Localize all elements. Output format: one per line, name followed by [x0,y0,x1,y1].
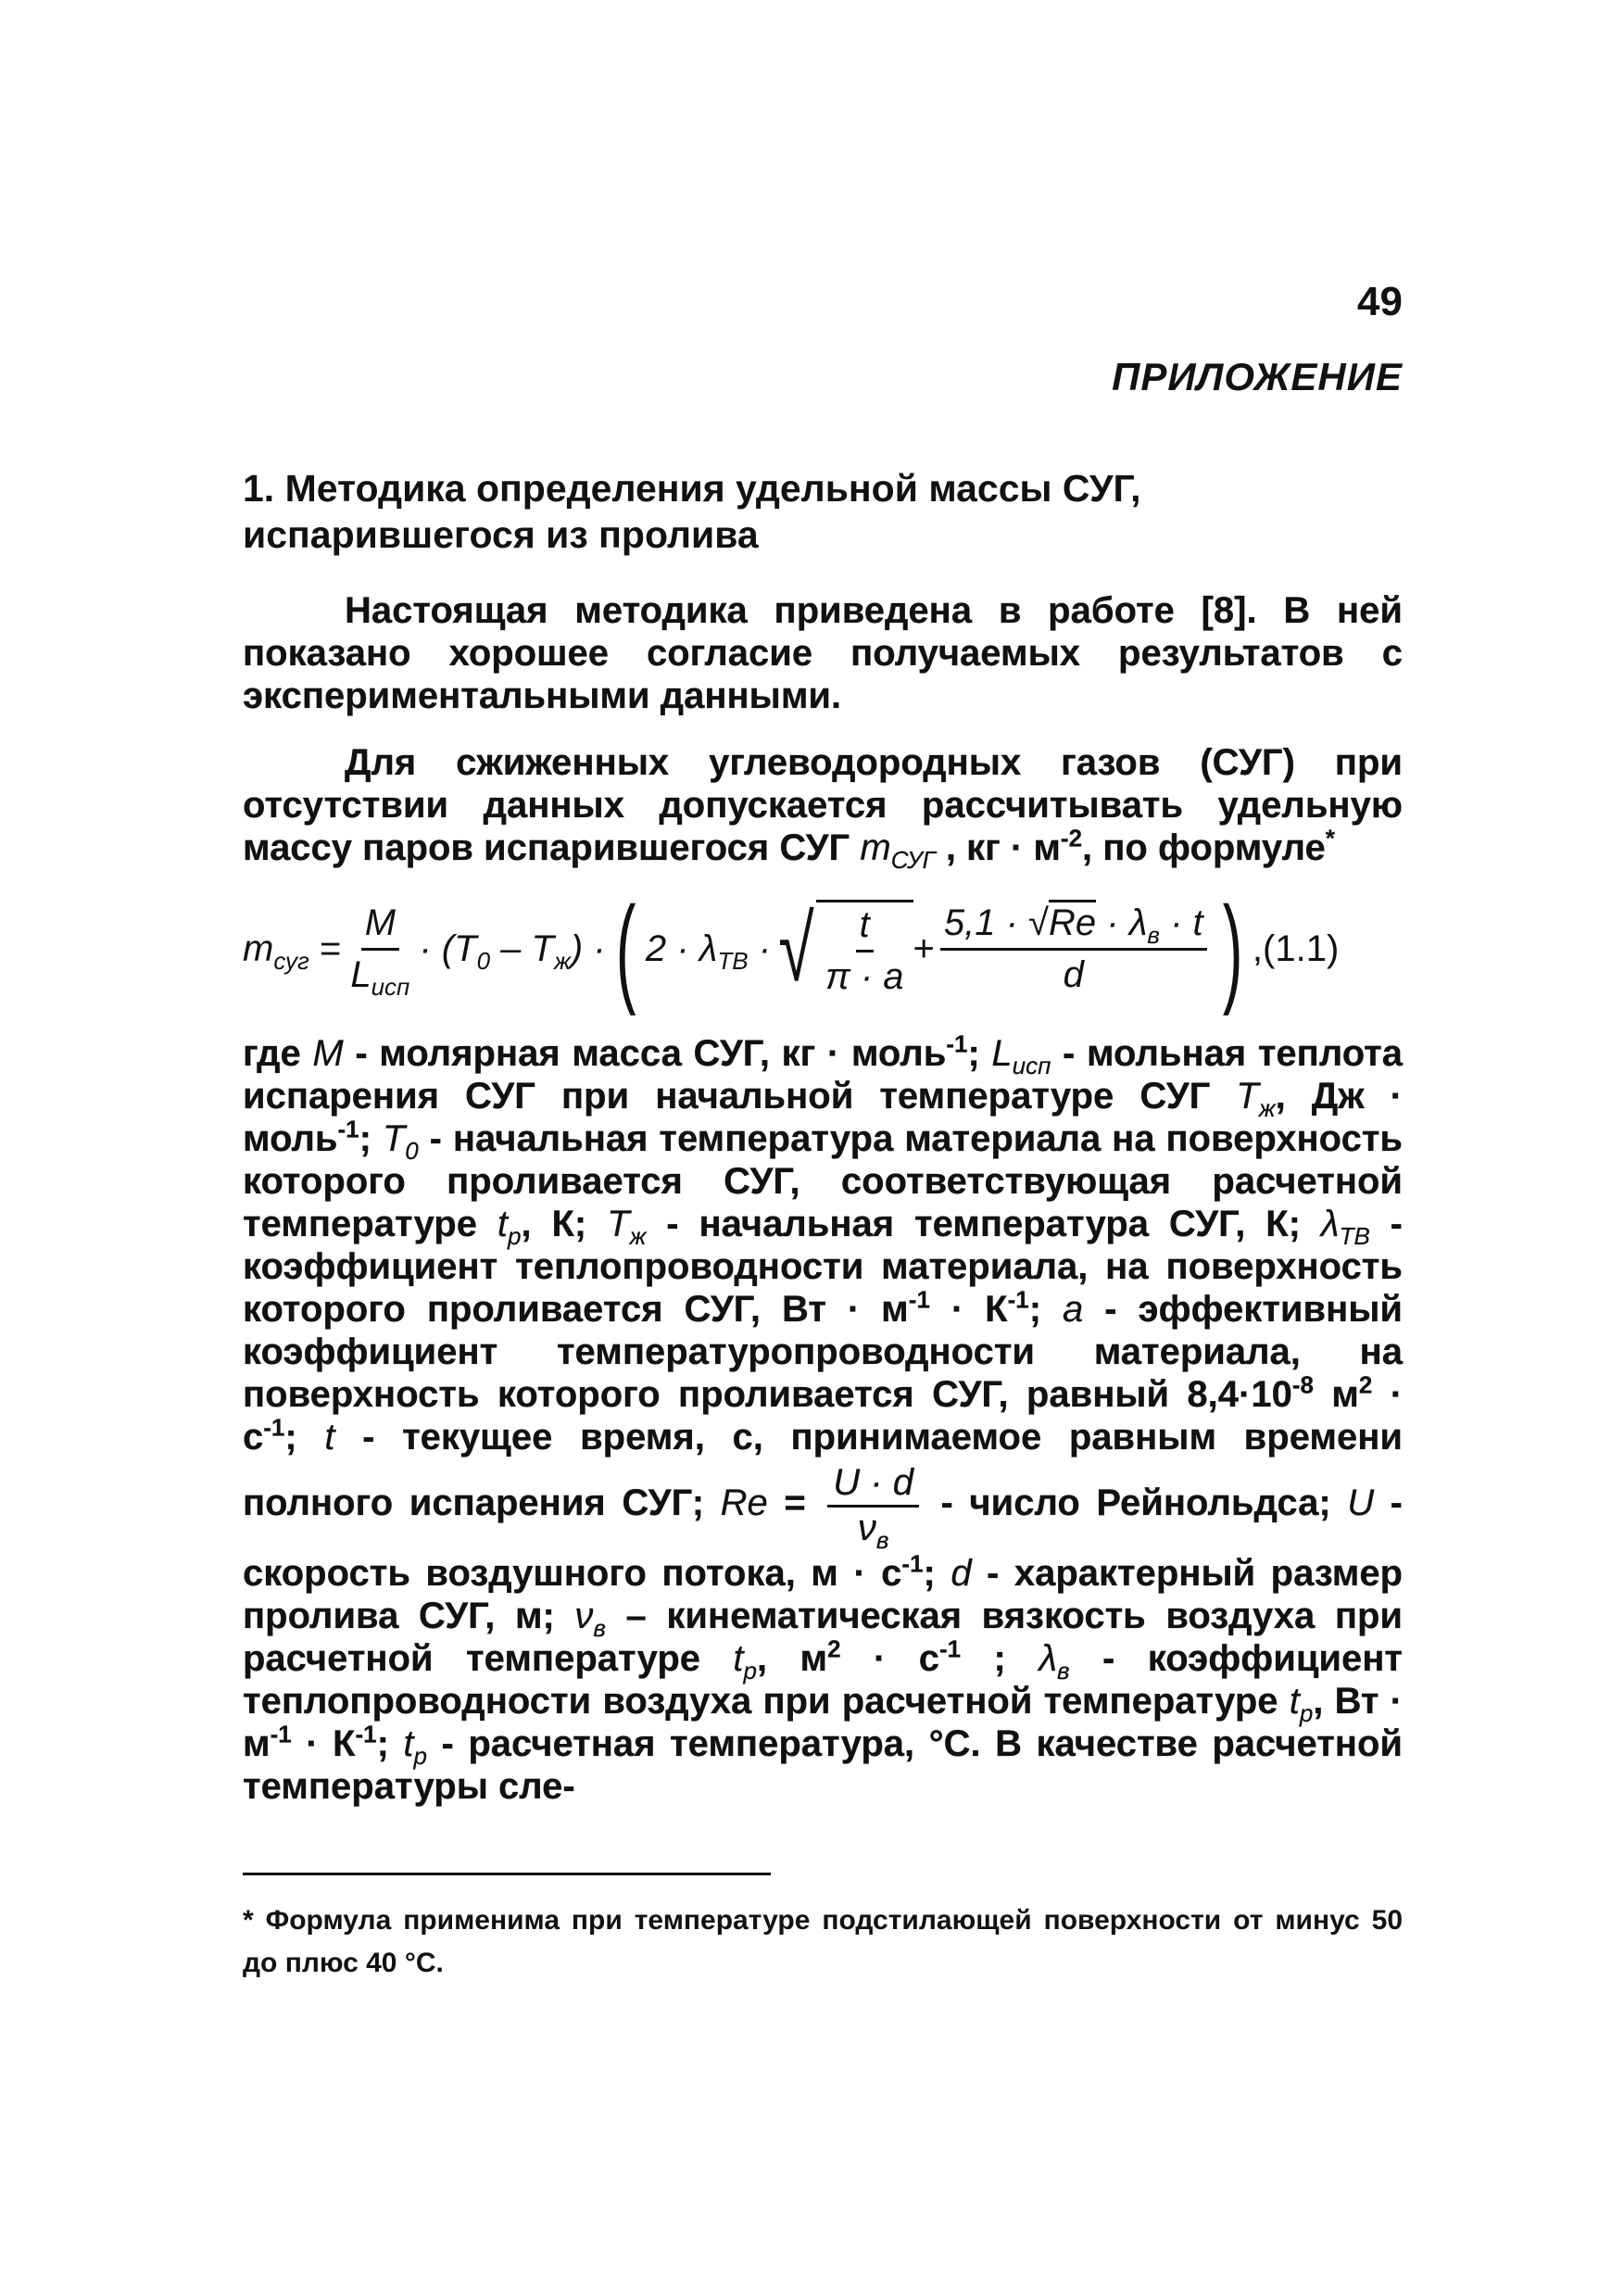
page-number: 49 [1357,279,1403,324]
text-run: ; [961,1638,1039,1679]
math-run: -1 [908,1285,930,1314]
text-run: ; [1028,1289,1063,1330]
text-run: , Вт · м [243,1681,1403,1764]
math-run: d [950,1553,972,1594]
text-run: ; [376,1723,404,1764]
text-run: - эффективный коэффициент температуропроводности материала, на поверхность которого проливается СУГ, равный 8,4·10 [243,1289,1404,1415]
math-run: M [312,1033,344,1074]
text-run: , по формуле [1082,827,1326,868]
math-run: p [743,1657,758,1684]
math-run: p [507,1222,522,1250]
temperature-diff: · $(T_0 - T_ж)$ · [419,927,606,975]
math-run: L [991,1033,1013,1074]
math-run: исп [1012,1052,1051,1079]
math-run: -1 [337,1115,359,1143]
fraction-m-l: $\frac{M}{L_{исп}}$ [350,902,410,1001]
math-run: ν [574,1596,594,1636]
text-run: , м [757,1638,828,1679]
footnote-divider [243,1873,771,1875]
term-lambda: $2 \cdot \lambda_{ТВ}$ · [645,927,772,975]
math-run: p [1299,1699,1314,1727]
text-run: - начальная температура материала на поверхность которого проливается СУГ, соответствующая расчетной температуре [243,1118,1404,1244]
math-run: 0 [405,1137,419,1165]
math-run: ж [629,1222,647,1250]
text-run: где [243,1033,313,1074]
text-run: ; [967,1033,992,1074]
page-column [243,278,1403,1985]
paragraph-where [243,1029,1404,1808]
math-run: -1 [355,1720,377,1748]
math-run: λ [1039,1638,1057,1679]
math-run: t [324,1417,335,1457]
math-run: m [860,827,891,868]
math-run: 2 [1358,1370,1373,1399]
text-run: - характерный размер пролива СУГ, м; [243,1553,1404,1636]
text-run: Для сжиженных углеводородных газов (СУГ) при отсутствии данных допускается рассчитывать удельную массу паров испарившегося СУГ [243,742,1403,868]
text-run: , К; [521,1204,608,1244]
text-run: - скорость воздушного потока, м · с [243,1482,1404,1594]
text-run: ; [359,1118,383,1159]
math-run: -1 [901,1549,924,1578]
math-run: p [413,1742,428,1770]
reynolds-formula: Re = $\frac{U \cdot d}{\nu_в}$ [721,1482,925,1523]
text-run: - текущее время, с, принимаемое равным времени полного испарения СУГ; [243,1417,1403,1524]
math-run: -1 [946,1029,968,1058]
text-run: - мольная теплота испарения СУГ при начальной температуре СУГ [243,1033,1403,1117]
footnote: * Формула применима при температуре подстилающей поверхности от минус 50 до плюс 40 °С. [243,1905,1403,1978]
math-run: -1 [263,1413,285,1442]
sqrt-term: √ $\frac{t}{\pi \cdot a}$ [771,900,913,998]
math-run: -1 [270,1720,292,1748]
fraction-re: $\frac{5,1 \cdot √Re \cdot \lambda_в \cdot t}{d}$ [940,902,1207,996]
text-run: , Дж · моль [243,1076,1403,1159]
math-run: ТВ [1339,1222,1370,1250]
math-run: t [497,1204,508,1244]
heading: 1. Методика определения удельной массы СУГ, испарившегося из пролива [243,467,1141,556]
text-run: – кинематическая вязкость воздуха при расчетной температуре [243,1596,1403,1679]
text-run: - число Рейнольдса; [924,1482,1348,1524]
text-run: · К [929,1289,1008,1330]
paren-open-icon: ( [615,881,636,1016]
sqrt-icon: √ [1028,902,1049,943]
math-run: U [1347,1482,1375,1524]
text-run: - расчетная температура, °С. В качестве расчетной температуры сле- [243,1723,1403,1807]
text-run: - молярная масса СУГ, кг · моль [343,1033,947,1074]
math-run: в [593,1614,606,1642]
math-run: ж [1258,1094,1276,1122]
text-run: ; [284,1417,325,1457]
math-run: T [382,1118,406,1159]
math-run: t [1289,1681,1300,1722]
plus: + [913,927,935,969]
equation-number: ,(1.1) [1252,927,1340,969]
text-run: , кг · м [935,827,1061,868]
math-run: 2 [827,1634,841,1663]
text-run: Настоящая методика приведена в работе [8]. В ней показано хорошее согласие получаемых результатов с экспериментальными данными. [243,590,1403,716]
section-header: ПРИЛОЖЕНИЕ [1112,355,1403,398]
math-run: СУГ [890,846,936,874]
text-run: ; [923,1553,951,1594]
paren-close-icon: ) [1222,881,1243,1016]
paragraph-intro [243,589,1403,717]
text-run: · К [291,1723,356,1764]
math-run: -2 [1060,824,1083,852]
math-run: λ [1320,1204,1340,1244]
text-run: · с [243,1374,1404,1457]
text-run: - коэффициент теплопроводности воздуха при расчетной температуре [243,1638,1403,1722]
text-run: м [1313,1374,1359,1415]
math-run: a [1063,1289,1084,1330]
math-run: -1 [939,1634,962,1663]
paragraph-definition [243,741,1403,874]
math-run: T [1236,1076,1259,1117]
math-run: -8 [1291,1370,1314,1399]
text-run: · с [840,1638,940,1679]
text-run: - коэффициент теплопроводности материала, на поверхность которого проливается СУГ, Вт · м [243,1204,1403,1330]
math-run: T [607,1204,630,1244]
math-run: -1 [1007,1285,1029,1314]
math-run: * [1325,824,1335,852]
math-run: в [1057,1657,1070,1684]
math-run: t [403,1723,414,1764]
sqrt-icon: √ [778,897,814,1001]
formula-lhs: $m_{суг}$ = [243,927,342,975]
formula-1-1 [243,881,1403,1016]
text-run: - начальная температура СУГ, К; [646,1204,1321,1244]
math-run: t [733,1638,744,1679]
